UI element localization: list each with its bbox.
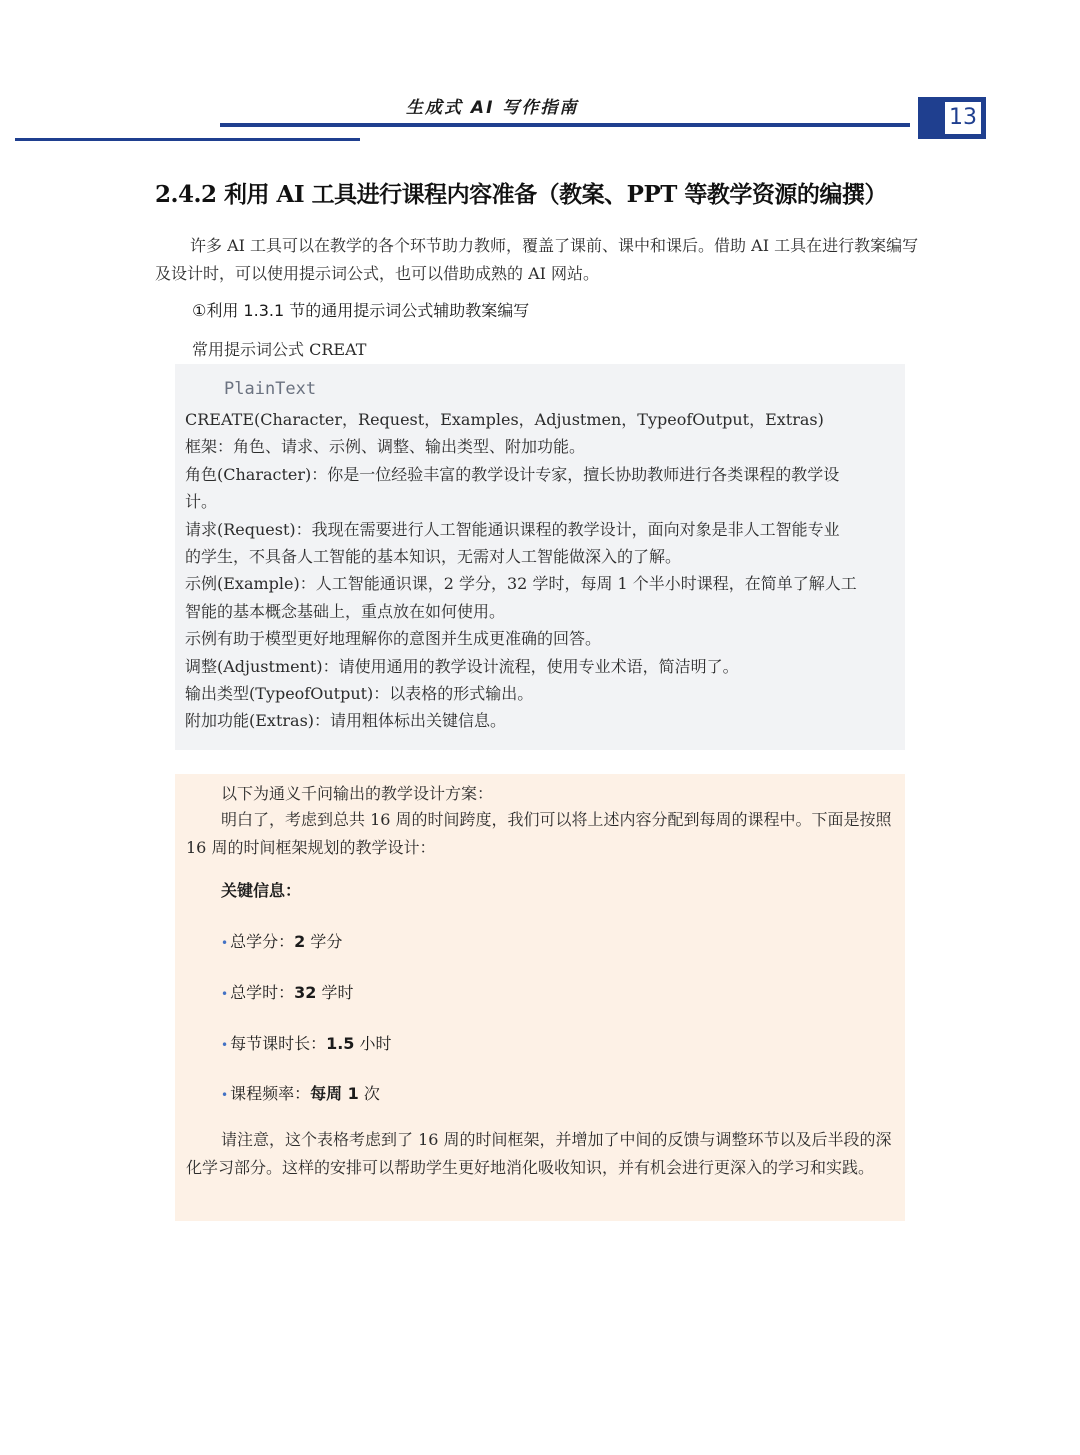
page-number: 13 xyxy=(944,101,982,135)
prompt-code-block xyxy=(175,364,905,750)
header-rule-short xyxy=(15,138,360,141)
code-line: 角色(Character)：你是一位经验丰富的教学设计专家，擅长协助教师进行各类课程的教学设 xyxy=(185,464,840,484)
key-item xyxy=(221,929,821,952)
key-item-value: 2 xyxy=(294,932,306,951)
key-item-unit: 次 xyxy=(358,1084,380,1103)
key-item-label: 每节课时长： xyxy=(230,1034,327,1053)
key-item xyxy=(221,1031,821,1054)
code-lines xyxy=(185,406,895,735)
code-line: 附加功能(Extras)：请用粗体标出关键信息。 xyxy=(185,711,507,731)
key-info-heading: 关键信息： xyxy=(221,881,302,900)
answer-intro: 以下为通义千问输出的教学设计方案： xyxy=(221,784,494,803)
answer-note: 请注意，这个表格考虑到了 16 周的时间框架，并增加了中间的反馈与调整环节以及后半段的深化学习部分。这样的安排可以帮助学生更好地消化吸收知识，并有机会进行更深入的学习和实践。 xyxy=(186,1130,892,1177)
code-language-label: PlainText xyxy=(224,379,317,399)
code-line: 框架：角色、请求、示例、调整、输出类型、附加功能。 xyxy=(185,437,586,457)
key-item-label: 总学时： xyxy=(230,983,295,1002)
key-item xyxy=(221,1081,821,1104)
key-item-unit: 学分 xyxy=(305,932,343,951)
section-heading: 2.4.2 利用 AI 工具进行课程内容准备（教案、PPT 等教学资源的编撰） xyxy=(155,181,887,208)
bullet-dot-icon: • xyxy=(221,1088,229,1102)
code-line: 智能的基本概念基础上，重点放在如何使用。 xyxy=(185,601,506,621)
bullet-dot-icon: • xyxy=(221,987,229,1001)
code-line: 请求(Request)：我现在需要进行人工智能通识课程的教学设计，面向对象是非人工智能专业 xyxy=(185,519,840,539)
formula-label: 常用提示词公式 CREAT xyxy=(192,340,367,359)
key-item xyxy=(221,980,821,1003)
answer-paragraph: 明白了，考虑到总共 16 周的时间跨度，我们可以将上述内容分配到每周的课程中。下面是按照 16 周的时间框架规划的教学设计： xyxy=(186,810,892,857)
bullet-dot-icon: • xyxy=(221,936,229,950)
code-line: CREATE(Character，Request，Examples，Adjustmen，TypeofOutput，Extras) xyxy=(185,410,824,429)
code-line: 示例(Example)：人工智能通识课，2 学分，32 学时，每周 1 个半小时课程，在简单了解人工 xyxy=(185,574,857,594)
ai-answer-block xyxy=(175,774,905,1221)
code-line: 调整(Adjustment)：请使用通用的教学设计流程，使用专业术语，简洁明了。 xyxy=(185,656,739,676)
key-item-unit: 学时 xyxy=(316,983,354,1002)
code-line: 的学生，不具备人工智能的基本知识，无需对人工智能做深入的了解。 xyxy=(185,547,682,567)
code-line: 示例有助于模型更好地理解你的意图并生成更准确的回答。 xyxy=(185,629,602,649)
key-item-value: 32 xyxy=(294,983,317,1002)
intro-paragraph: 许多 AI 工具可以在教学的各个环节助力教师，覆盖了课前、课中和课后。借助 AI 工具在进行教案编写及设计时，可以使用提示词公式，也可以借助成熟的 AI 网站。 xyxy=(155,236,919,283)
key-item-label: 总学分： xyxy=(230,932,295,951)
key-item-value: 1.5 xyxy=(326,1034,355,1053)
key-item-value: 每周 1 xyxy=(310,1084,359,1103)
code-line: 计。 xyxy=(185,492,218,512)
bullet-dot-icon: • xyxy=(221,1038,229,1052)
code-line: 输出类型(TypeofOutput)：以表格的形式输出。 xyxy=(185,684,534,704)
key-item-label: 课程频率： xyxy=(230,1084,311,1103)
running-header-title: 生成式 AI 写作指南 xyxy=(406,98,579,118)
step-label: ①利用 1.3.1 节的通用提示词公式辅助教案编写 xyxy=(192,301,530,320)
header-rule-long xyxy=(220,123,910,127)
key-item-unit: 小时 xyxy=(354,1034,392,1053)
